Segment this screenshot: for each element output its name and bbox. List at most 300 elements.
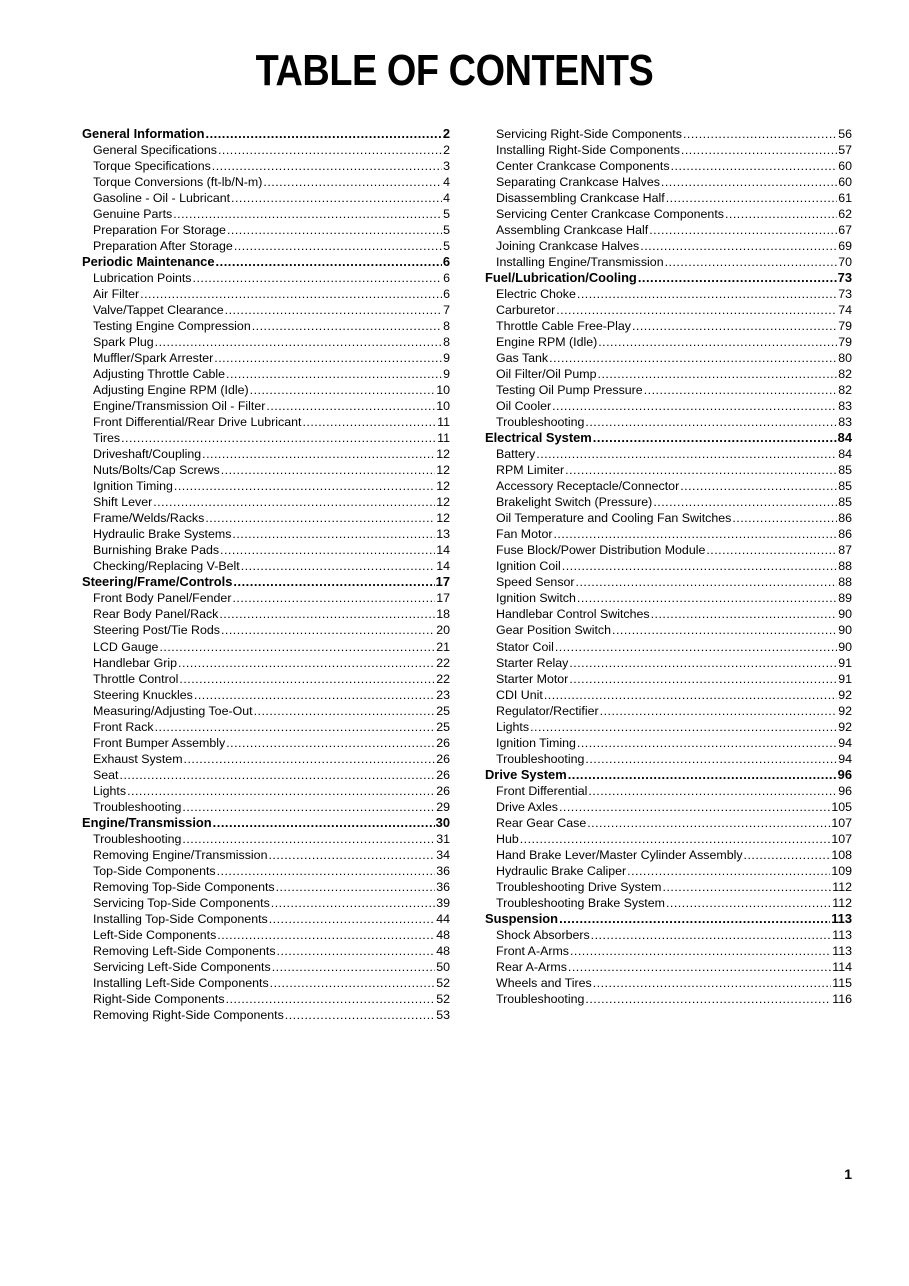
dot-leader — [577, 286, 837, 302]
dot-leader — [593, 430, 837, 446]
dot-leader — [120, 767, 436, 783]
toc-entry-page: 105 — [831, 799, 852, 814]
toc-entry — [82, 943, 450, 959]
toc-entry-page: 85 — [838, 463, 852, 478]
toc-entry-title: Removing Top-Side Components — [93, 879, 275, 894]
toc-entry-page: 34 — [436, 847, 450, 862]
dot-leader — [272, 959, 436, 975]
toc-entry-title: Engine/Transmission Oil - Filter — [93, 399, 266, 414]
toc-entry-page: 94 — [838, 751, 852, 766]
toc-entry-title: Front Differential — [496, 783, 588, 798]
toc-entry — [82, 222, 450, 238]
toc-entry-title: Engine RPM (Idle) — [496, 335, 598, 350]
toc-entry — [82, 190, 450, 206]
toc-entry-title: Installing Top-Side Components — [93, 911, 268, 926]
toc-entry-title: Servicing Right-Side Components — [496, 127, 682, 141]
toc-entry-page: 92 — [838, 703, 852, 718]
toc-entry — [485, 142, 852, 158]
dot-leader — [225, 302, 442, 318]
toc-entry — [485, 895, 852, 911]
dot-leader — [588, 783, 837, 799]
toc-entry-page: 61 — [838, 191, 852, 206]
toc-entry — [82, 558, 450, 574]
dot-leader — [214, 350, 442, 366]
toc-entry-page: 53 — [436, 1007, 450, 1022]
toc-entry-title: Front Bumper Assembly — [93, 735, 226, 750]
dot-leader — [680, 478, 837, 494]
toc-entry-page: 92 — [838, 687, 852, 702]
dot-leader — [644, 382, 838, 398]
dot-leader — [241, 558, 436, 574]
toc-entry — [485, 414, 852, 430]
toc-entry-title: Hydraulic Brake Systems — [93, 527, 232, 542]
toc-entry — [82, 879, 450, 895]
dot-leader — [598, 366, 838, 382]
toc-entry-page: 60 — [838, 159, 852, 174]
toc-entry — [82, 382, 450, 398]
dot-leader — [233, 574, 434, 590]
toc-entry-title: Valve/Tappet Clearance — [93, 303, 224, 318]
dot-leader — [221, 622, 435, 638]
toc-entry-page: 83 — [838, 415, 852, 430]
toc-entry-page: 9 — [443, 351, 450, 366]
toc-entry-page: 88 — [838, 575, 852, 590]
toc-section-heading — [82, 815, 450, 831]
dot-leader — [671, 158, 838, 174]
toc-entry — [485, 206, 852, 222]
toc-entry-page: 7 — [443, 303, 450, 318]
toc-entry-page: 17 — [435, 574, 450, 590]
toc-entry — [485, 382, 852, 398]
toc-entry-title: Steering Post/Tie Rods — [93, 623, 220, 638]
toc-entry-title: Servicing Center Crankcase Components — [496, 207, 724, 222]
toc-entry-title: Brakelight Switch (Pressure) — [496, 495, 653, 510]
toc-entry — [485, 735, 852, 751]
toc-entry-page: 2 — [443, 143, 450, 158]
dot-leader — [217, 863, 436, 879]
toc-entry-page: 80 — [838, 351, 852, 366]
toc-entry — [82, 622, 450, 638]
toc-entry-title: Throttle Cable Free-Play — [496, 319, 631, 334]
toc-entry — [485, 302, 852, 318]
toc-entry-title: Rear Gear Case — [496, 815, 587, 830]
toc-entry — [485, 222, 852, 238]
toc-entry-title: Servicing Left-Side Components — [93, 959, 271, 974]
toc-entry-title: Starter Relay — [496, 655, 569, 670]
dot-leader — [269, 911, 435, 927]
toc-entry — [485, 542, 852, 558]
toc-entry-page: 86 — [838, 511, 852, 526]
toc-entry — [82, 414, 450, 430]
dot-leader — [182, 831, 435, 847]
dot-leader — [568, 959, 831, 975]
toc-entry-page: 57 — [838, 143, 852, 158]
toc-entry-page: 79 — [838, 335, 852, 350]
dot-leader — [217, 927, 435, 943]
toc-entry — [82, 238, 450, 254]
toc-entry — [82, 847, 450, 863]
toc-entry-title: Installing Right-Side Components — [496, 143, 680, 158]
toc-entry — [485, 639, 852, 655]
toc-entry-page: 82 — [838, 383, 852, 398]
dot-leader — [530, 719, 837, 735]
toc-entry-page: 82 — [838, 367, 852, 382]
toc-entry — [82, 430, 450, 446]
toc-entry — [485, 927, 852, 943]
toc-entry-page: 94 — [838, 735, 852, 750]
toc-left-column — [82, 126, 450, 1023]
dot-leader — [218, 142, 442, 158]
toc-entry-page: 79 — [838, 319, 852, 334]
dot-leader — [140, 286, 442, 302]
toc-entry-title: Seat — [93, 767, 119, 782]
toc-entry-title: Troubleshooting — [496, 415, 585, 430]
toc-entry-page: 89 — [838, 591, 852, 606]
toc-entry-title: Center Crankcase Components — [496, 159, 670, 174]
toc-entry-title: Ignition Timing — [496, 735, 576, 750]
toc-entry-title: Carburetor — [496, 303, 556, 318]
toc-entry-title: Hand Brake Lever/Master Cylinder Assembly — [496, 847, 743, 862]
toc-entry-page: 11 — [437, 415, 450, 430]
dot-leader — [216, 254, 442, 270]
toc-entry-page: 6 — [443, 287, 450, 302]
toc-entry — [82, 206, 450, 222]
toc-entry-page: 91 — [838, 655, 852, 670]
toc-entry-title: Tires — [93, 431, 121, 446]
toc-entry — [82, 991, 450, 1007]
toc-entry — [82, 975, 450, 991]
toc-entry-page: 25 — [436, 719, 450, 734]
toc-entry — [485, 751, 852, 767]
toc-entry-page: 30 — [435, 814, 450, 830]
dot-leader — [569, 655, 837, 671]
dot-leader — [681, 142, 837, 158]
toc-entry-title: General Specifications — [93, 143, 217, 158]
dot-leader — [277, 943, 436, 959]
toc-entry — [485, 286, 852, 302]
dot-leader — [653, 494, 837, 510]
toc-entry-page: 90 — [838, 639, 852, 654]
toc-entry-title: Front Body Panel/Fender — [93, 591, 232, 606]
toc-entry-title: Burnishing Brake Pads — [93, 543, 220, 558]
toc-entry-page: 11 — [437, 431, 450, 446]
toc-entry — [82, 270, 450, 286]
toc-entry-title: Steering/Frame/Controls — [82, 574, 233, 590]
dot-leader — [254, 703, 436, 719]
dot-leader — [234, 238, 442, 254]
toc-entry-title: LCD Gauge — [93, 639, 159, 654]
toc-entry-page: 73 — [838, 287, 852, 302]
toc-entry-page: 48 — [436, 927, 450, 942]
toc-entry — [485, 446, 852, 462]
toc-entry — [82, 478, 450, 494]
toc-entry-page: 85 — [838, 479, 852, 494]
toc-entry-title: Handlebar Grip — [93, 655, 178, 670]
toc-entry-page: 114 — [832, 959, 852, 974]
dot-leader — [638, 270, 837, 286]
toc-entry-page: 12 — [436, 495, 450, 510]
dot-leader — [600, 703, 838, 719]
toc-entry — [485, 703, 852, 719]
toc-entry-title: Troubleshooting Drive System — [496, 879, 662, 894]
toc-entry-title: Lights — [93, 783, 127, 798]
toc-entry-page: 108 — [831, 847, 852, 862]
toc-entry-title: Front Differential/Rear Drive Lubricant — [93, 415, 302, 430]
dot-leader — [213, 815, 435, 831]
toc-entry-page: 88 — [838, 559, 852, 574]
toc-entry-title: Fuse Block/Power Distribution Module — [496, 543, 706, 558]
toc-entry-page: 13 — [436, 527, 450, 542]
toc-entry-title: Electric Choke — [496, 287, 576, 302]
toc-entry-page: 86 — [838, 527, 852, 542]
dot-leader — [202, 446, 435, 462]
toc-entry-title: Rear A-Arms — [496, 959, 567, 974]
toc-entry — [485, 158, 852, 174]
toc-entry — [82, 302, 450, 318]
toc-entry — [82, 174, 450, 190]
toc-entry — [82, 462, 450, 478]
dot-leader — [585, 414, 837, 430]
toc-entry — [82, 142, 450, 158]
dot-leader — [193, 270, 443, 286]
dot-leader — [220, 542, 435, 558]
dot-leader — [591, 927, 832, 943]
toc-entry-title: Joining Crankcase Halves — [496, 239, 640, 254]
dot-leader — [553, 526, 837, 542]
toc-entry-title: Periodic Maintenance — [82, 254, 215, 270]
toc-entry — [485, 398, 852, 414]
toc-entry-title: Hub — [496, 831, 519, 846]
toc-entry-title: Oil Filter/Oil Pump — [496, 367, 597, 382]
toc-entry-page: 107 — [831, 831, 852, 846]
toc-entry-title: Steering Knuckles — [93, 687, 193, 702]
toc-entry — [82, 767, 450, 783]
toc-entry — [82, 334, 450, 350]
toc-entry-page: 115 — [832, 975, 852, 990]
toc-entry-title: Gear Position Switch — [496, 623, 612, 638]
toc-entry-page: 10 — [436, 383, 450, 398]
toc-entry-title: Left-Side Components — [93, 927, 217, 942]
toc-entry-page: 12 — [436, 463, 450, 478]
toc-entry-title: Throttle Control — [93, 671, 179, 686]
toc-entry — [82, 783, 450, 799]
toc-entry-page: 113 — [832, 943, 852, 958]
toc-entry-page: 69 — [838, 239, 852, 254]
toc-entry-title: Drive Axles — [496, 799, 558, 814]
dot-leader — [184, 751, 436, 767]
toc-entry-title: Driveshaft/Coupling — [93, 447, 202, 462]
toc-entry-page: 70 — [838, 255, 852, 270]
toc-entry-page: 26 — [436, 783, 450, 798]
toc-entry-page: 4 — [443, 191, 450, 206]
toc-entry — [485, 254, 852, 270]
toc-entry-page: 18 — [436, 607, 450, 622]
toc-entry-title: Wheels and Tires — [496, 975, 592, 990]
toc-section-heading — [485, 270, 852, 286]
toc-entry — [82, 959, 450, 975]
toc-entry-page: 109 — [831, 863, 852, 878]
toc-entry-title: Assembling Crankcase Half — [496, 223, 649, 238]
toc-entry — [485, 478, 852, 494]
toc-entry-page: 26 — [436, 767, 450, 782]
toc-entry-page: 12 — [436, 479, 450, 494]
toc-entry — [82, 510, 450, 526]
toc-entry-title: Troubleshooting — [93, 799, 182, 814]
dot-leader — [725, 206, 837, 222]
dot-leader — [226, 735, 435, 751]
toc-entry — [485, 574, 852, 590]
toc-entry-page: 17 — [436, 591, 450, 606]
dot-leader — [227, 222, 442, 238]
toc-entry-title: Removing Left-Side Components — [93, 943, 276, 958]
toc-entry-title: Regulator/Rectifier — [496, 703, 599, 718]
dot-leader — [173, 206, 442, 222]
toc-entry-page: 60 — [838, 175, 852, 190]
toc-entry-page: 14 — [436, 559, 450, 574]
toc-entry — [82, 158, 450, 174]
toc-entry-page: 4 — [443, 175, 450, 190]
dot-leader — [559, 911, 830, 927]
toc-entry — [82, 831, 450, 847]
toc-entry — [82, 911, 450, 927]
dot-leader — [285, 1007, 435, 1023]
dot-leader — [159, 639, 435, 655]
toc-entry-title: Checking/Replacing V-Belt — [93, 559, 240, 574]
toc-entry-title: CDI Unit — [496, 687, 543, 702]
toc-entry-page: 5 — [443, 223, 450, 238]
toc-entry-page: 8 — [443, 335, 450, 350]
toc-entry-title: Battery — [496, 447, 536, 462]
toc-entry-title: Installing Engine/Transmission — [496, 255, 664, 270]
toc-entry-title: Troubleshooting Brake System — [496, 895, 665, 910]
toc-entry-page: 14 — [436, 543, 450, 558]
toc-entry-page: 112 — [832, 895, 852, 910]
toc-section-heading — [485, 911, 852, 927]
dot-leader — [663, 879, 832, 895]
toc-entry-title: Separating Crankcase Halves — [496, 175, 660, 190]
toc-entry-title: Gasoline - Oil - Lubricant — [93, 191, 231, 206]
dot-leader — [587, 815, 830, 831]
toc-entry — [82, 863, 450, 879]
toc-entry-title: Installing Left-Side Components — [93, 975, 269, 990]
toc-entry-title: Removing Engine/Transmission — [93, 847, 268, 862]
dot-leader — [544, 687, 837, 703]
toc-entry-page: 20 — [436, 623, 450, 638]
dot-leader — [127, 783, 435, 799]
toc-entry-page: 67 — [838, 223, 852, 238]
toc-entry-page: 113 — [831, 910, 852, 926]
dot-leader — [559, 799, 830, 815]
toc-entry — [82, 703, 450, 719]
toc-entry-page: 73 — [837, 270, 852, 286]
dot-leader — [302, 414, 436, 430]
toc-entry-title: Preparation After Storage — [93, 239, 233, 254]
dot-leader — [271, 895, 435, 911]
toc-entry-page: 96 — [838, 783, 852, 798]
toc-entry — [82, 606, 450, 622]
toc-entry-page: 91 — [838, 671, 852, 686]
toc-entry-page: 3 — [443, 159, 450, 174]
toc-entry-title: Shock Absorbers — [496, 927, 590, 942]
toc-entry-title: Frame/Welds/Racks — [93, 511, 205, 526]
toc-entry-title: Rear Body Panel/Rack — [93, 607, 219, 622]
toc-entry — [485, 558, 852, 574]
toc-entry — [82, 687, 450, 703]
toc-entry-page: 6 — [442, 254, 450, 270]
toc-entry-page: 29 — [436, 799, 450, 814]
dot-leader — [555, 639, 837, 655]
toc-entry — [485, 975, 852, 991]
toc-entry-page: 83 — [838, 399, 852, 414]
toc-right-column — [485, 126, 852, 1007]
dot-leader — [556, 302, 837, 318]
dot-leader — [194, 687, 435, 703]
dot-leader — [577, 590, 837, 606]
dot-leader — [570, 943, 831, 959]
dot-leader — [250, 382, 436, 398]
toc-entry — [82, 350, 450, 366]
toc-entry-title: Disassembling Crankcase Half — [496, 191, 665, 206]
toc-entry-title: Fan Motor — [496, 527, 553, 542]
toc-entry-title: Lights — [496, 719, 530, 734]
toc-entry-page: 87 — [838, 543, 852, 558]
toc-entry-page: 84 — [837, 430, 852, 446]
toc-entry — [485, 847, 852, 863]
dot-leader — [585, 751, 837, 767]
toc-entry — [485, 831, 852, 847]
dot-leader — [205, 126, 441, 142]
toc-entry — [82, 398, 450, 414]
toc-entry-title: Air Filter — [93, 287, 140, 302]
toc-entry-title: Preparation For Storage — [93, 223, 226, 238]
toc-entry — [485, 687, 852, 703]
toc-entry — [485, 991, 852, 1007]
toc-entry-title: Front A-Arms — [496, 943, 569, 958]
toc-entry-page: 22 — [436, 671, 450, 686]
dot-leader — [666, 190, 837, 206]
toc-entry — [82, 526, 450, 542]
toc-entry-page: 21 — [436, 639, 450, 654]
toc-entry — [485, 174, 852, 190]
toc-entry-title: Removing Right-Side Components — [93, 1007, 284, 1022]
dot-leader — [205, 510, 435, 526]
toc-entry-title: Measuring/Adjusting Toe-Out — [93, 703, 253, 718]
toc-entry-page: 12 — [436, 511, 450, 526]
dot-leader — [536, 446, 837, 462]
toc-entry-page: 52 — [436, 975, 450, 990]
toc-section-heading — [82, 126, 450, 142]
toc-entry-page: 26 — [436, 751, 450, 766]
dot-leader — [276, 879, 436, 895]
toc-entry — [82, 735, 450, 751]
toc-entry — [485, 462, 852, 478]
toc-entry-title: Hydraulic Brake Caliper — [496, 863, 627, 878]
toc-entry — [82, 542, 450, 558]
toc-entry — [485, 783, 852, 799]
page-number: 1 — [844, 1166, 852, 1182]
toc-entry-page: 36 — [436, 879, 450, 894]
dot-leader — [552, 398, 837, 414]
dot-leader — [683, 126, 837, 142]
toc-entry — [82, 719, 450, 735]
toc-section-heading — [82, 254, 450, 270]
toc-entry-page: 31 — [436, 831, 450, 846]
toc-entry-title: Torque Specifications — [93, 159, 211, 174]
dot-leader — [569, 671, 837, 687]
toc-entry-page: 5 — [443, 239, 450, 254]
dot-leader — [270, 975, 436, 991]
toc-entry-page: 50 — [436, 959, 450, 974]
